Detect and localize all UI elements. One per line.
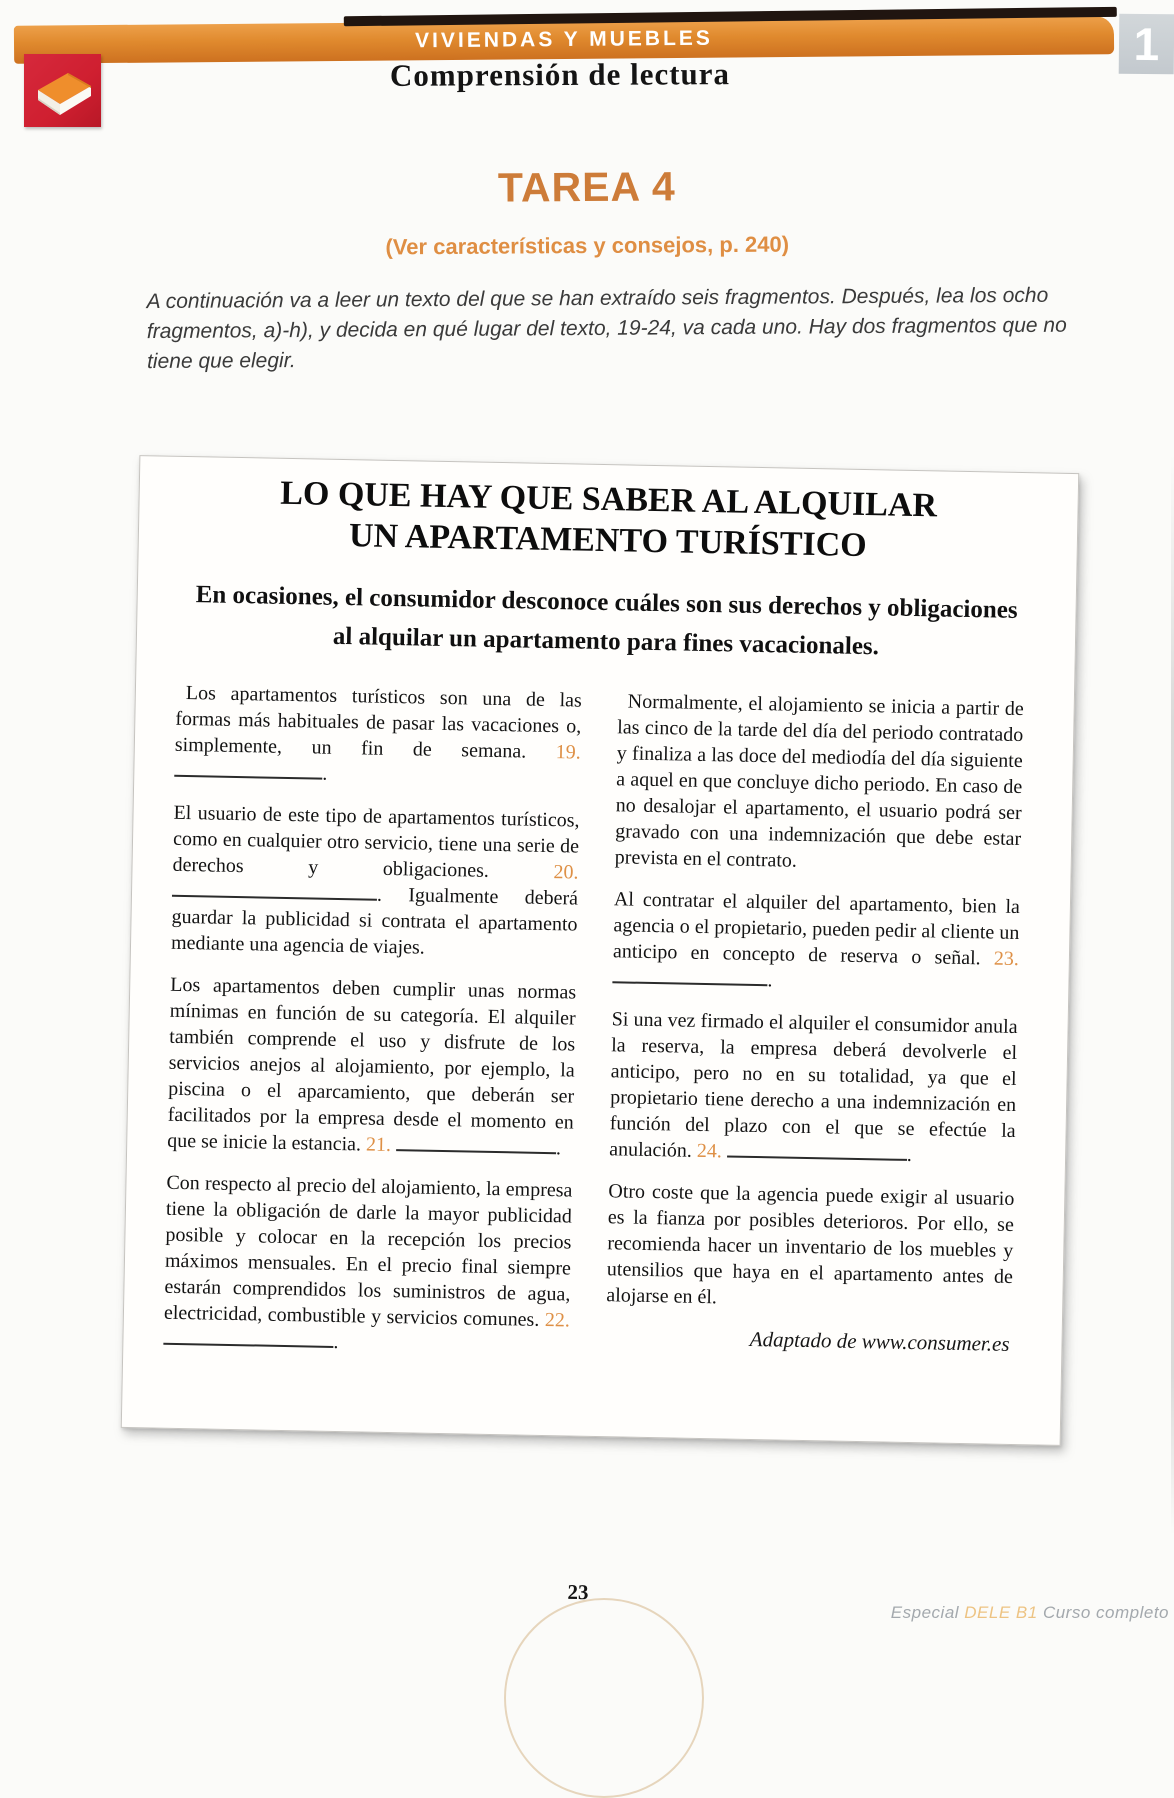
article-paragraph xyxy=(612,886,1020,998)
article-card xyxy=(121,455,1080,1446)
task-instructions: A continuación va a leer un texto del que se han extraído seis fragmentos. Después, lea los ocho fragmentos, a)-h), y decida en qué lugar del texto, 19-24, va cada uno. Hay dos fragmentos que no tiene que elegir. xyxy=(146,283,1067,374)
answer-blank xyxy=(727,1142,907,1160)
article-title-line2: UN APARTAMENTO TURÍSTICO xyxy=(348,517,868,565)
article-paragraph xyxy=(615,688,1024,878)
paragraph-text: Los apartamentos turísticos son una de las formas más habituales de pasar las vacaciones o, simplemente, un fin de semana. xyxy=(174,682,583,763)
paragraph-text: Los apartamentos deben cumplir unas normas mínimas en función de su categoría. El alquiler también comprende el uso y disfrute de los servicios anejos al alojamiento, por ejemplo, la piscina o el aparcamiento, que deberán ser facilitados por la empresa desde el momento en que se inicie la estancia. xyxy=(167,973,577,1156)
topic-title: VIVIENDAS Y MUEBLES xyxy=(414,26,713,53)
paragraph-text: El usuario de este tipo de apartamentos turísticos, como en cualquier otro servicio, tiene una serie de derechos y obligaciones. xyxy=(172,801,580,882)
answer-blank xyxy=(174,762,322,780)
article-paragraph xyxy=(163,1170,572,1360)
task-block xyxy=(0,0,1174,424)
article-paragraph xyxy=(174,680,582,792)
paragraph-text: Al contratar el alquiler del apartamento, bien la agencia o el propietario, pueden pedir al cliente un anticipo en concepto de reserva o señal. xyxy=(612,888,1021,970)
edition-footer xyxy=(891,1603,1169,1623)
paragraph-text: Otro coste que la agencia puede exigir al usuario es la fianza por posibles deterioros. Por ello, se recomienda hacer un inventario de los muebles y utensilios que haya en el apartamento antes de alojarse en él. xyxy=(606,1180,1015,1309)
article-paragraph xyxy=(167,972,576,1162)
edition-suffix: Curso completo xyxy=(1037,1603,1169,1622)
answer-blank xyxy=(396,1136,556,1154)
paragraph-text: . xyxy=(333,1330,339,1354)
article-paragraph xyxy=(171,800,580,964)
answer-blank xyxy=(612,968,767,986)
paragraph-text: Con respecto al precio del alojamiento, la empresa tiene la obligación de darle la mayor publicidad posible y colocar en la recepción los precios máximos mensuales. En el precio final siempre estarán comprendidos los suministros de agua, electricidad, combustible y servicios comunes. xyxy=(163,1171,573,1331)
paragraph-text: . xyxy=(767,969,773,992)
gap-number: 23. xyxy=(993,947,1020,971)
edition-highlight: DELE B1 xyxy=(964,1603,1038,1622)
article-columns xyxy=(163,680,1024,1384)
article-right-column xyxy=(605,688,1024,1384)
article-title xyxy=(169,471,1048,570)
paragraph-text: . xyxy=(555,1137,562,1160)
article-subtitle: En ocasiones, el consumidor desconoce cuáles son sus derechos y obligaciones al alquilar un apartamento para fines vacacionales. xyxy=(195,581,1018,661)
article-paragraph xyxy=(606,1178,1014,1316)
paragraph-text: Normalmente, el alojamiento se inicia a partir de las cinco de la tarde del día del periodo contratado y finaliza a las doce del mediodía del día siguiente a aquel en que concluye dicho periodo. En caso de no desalojar el apartamento, el usuario podrá ser gravado con una indemnización que debe estar prevista en el contrato. xyxy=(614,690,1024,872)
task-title: TAREA 4 xyxy=(497,163,676,211)
paragraph-text: . xyxy=(322,762,328,785)
paragraph-text: . Igualmente deberá guardar la publicidad si contrata el apartamento mediante una agencia de viajes. xyxy=(170,883,579,959)
article-left-column xyxy=(163,680,582,1376)
decorative-arc xyxy=(504,1598,704,1798)
gap-number: 24. xyxy=(696,1139,723,1163)
paragraph-text: Si una vez firmado el alquiler el consumidor anula la reserva, la empresa deberá devolverle el anticipo, pero no en su totalidad, ya que el propietario tiene derecho a una indemnización en función del plazo con el que se efectúe la anulación. xyxy=(608,1008,1018,1162)
article-title-line1: LO QUE HAY QUE SABER AL ALQUILAR xyxy=(279,474,938,525)
task-reference: (Ver características y consejos, p. 240) xyxy=(385,231,790,260)
gap-number: 21. xyxy=(365,1133,392,1157)
unit-badge: 1 xyxy=(1119,14,1174,75)
paragraph-text: . xyxy=(906,1143,913,1167)
article-credit: Adaptado de www.consumer.es xyxy=(749,1326,1010,1356)
gap-number: 19. xyxy=(555,741,582,764)
section-title: Comprensión de lectura xyxy=(389,56,731,93)
answer-blank xyxy=(163,1330,333,1348)
page-number: 23 xyxy=(567,1579,589,1605)
edition-prefix: Especial xyxy=(890,1603,965,1622)
article-paragraph xyxy=(609,1006,1018,1170)
gap-number: 20. xyxy=(553,861,579,884)
answer-blank xyxy=(172,882,377,901)
gap-number: 22. xyxy=(544,1309,571,1332)
